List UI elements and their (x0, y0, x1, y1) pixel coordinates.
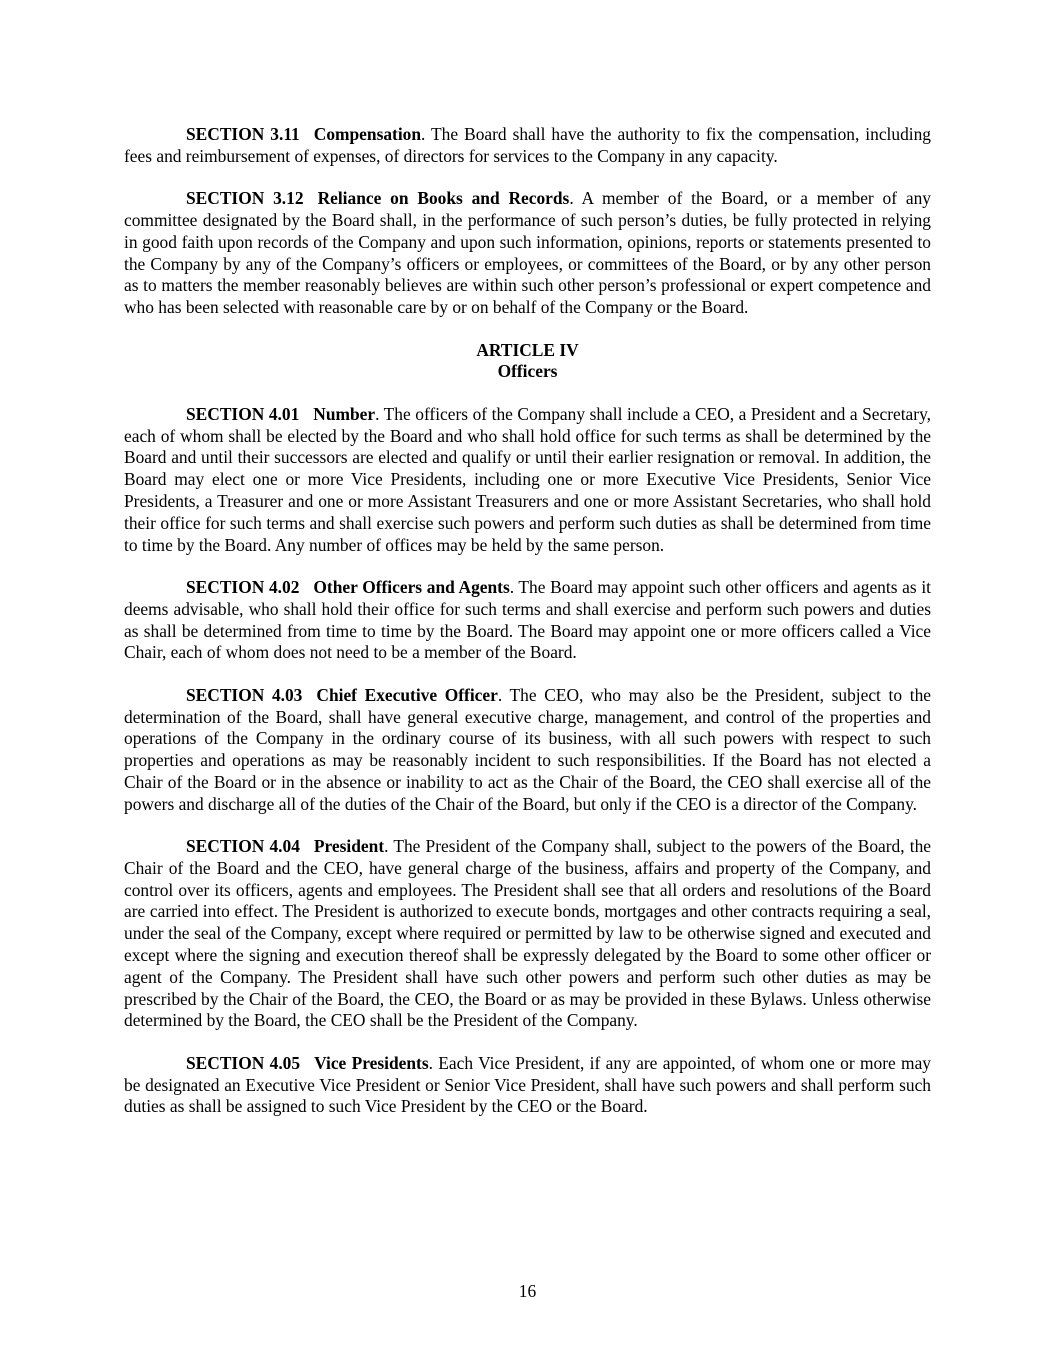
section-body: . The Board may appoint such other officers and agents as it deems advisable, who shall hold their office for such terms and shall exercise and perform such powers and duties as shall be determined from time to time by the Board. The Board may appoint one or more officers called a Vice Chair, each of whom does not need to be a member of the Board. (124, 576, 931, 663)
section-4-03 (124, 685, 931, 816)
section-body: . A member of the Board, or a member of any committee designated by the Board shall, in the performance of such person’s duties, be fully protected in relying in good faith upon records of the Company and upon such information, opinions, reports or statements presented to the Company by any of the Company’s officers or employees, or committees of the Board, or by any other person as to matters the member reasonably believes are within such other person’s professional or expert competence and who has been selected with reasonable care by or on behalf of the Company or the Board. (124, 188, 931, 318)
article-subheading: Officers (497, 361, 558, 382)
document-page (124, 124, 931, 1139)
section-3-12 (124, 188, 931, 319)
section-body: . Each Vice President, if any are appointed, of whom one or more may be designated an Executive Vice President or Senior Vice President, shall have such powers and shall perform such duties as shall be assigned to such Vice President by the CEO or the Board. (124, 1052, 931, 1117)
section-body: . The officers of the Company shall include a CEO, a President and a Secretary, each of whom shall be elected by the Board and who shall hold office for such terms as shall be determined by the Board and until their successors are elected and qualify or until their earlier resignation or removal. In addition, the Board may elect one or more Vice Presidents, including one or more Executive Vice Presidents, Senior Vice Presidents, a Treasurer and one or more Assistant Treasurers and one or more Assistant Secretaries, who shall hold their office for such terms and shall exercise such powers and perform such duties as shall be determined from time to time by the Board. Any number of offices may be held by the same person. (124, 403, 931, 555)
section-4-01 (124, 404, 931, 557)
section-4-02 (124, 577, 931, 664)
section-number: SECTION 4.04 (186, 836, 300, 857)
section-number: SECTION 3.11 (186, 124, 300, 144)
article-heading: ARTICLE IV (476, 339, 579, 360)
section-number: SECTION 4.02 (186, 576, 300, 597)
page-number: 16 (518, 1281, 537, 1301)
section-3-11 (124, 124, 931, 168)
section-title: Chief Executive Officer (316, 684, 498, 705)
section-title: Vice Presidents (314, 1052, 429, 1073)
section-number: SECTION 4.03 (186, 684, 303, 705)
section-4-05 (124, 1053, 931, 1118)
section-title: President (313, 836, 385, 857)
section-number: SECTION 3.12 (186, 188, 304, 209)
section-number: SECTION 4.01 (186, 403, 300, 424)
article-heading-block (124, 340, 931, 384)
section-number: SECTION 4.05 (186, 1052, 301, 1073)
section-body: . The Board shall have the authority to fix the compensation, including fees and reimbursement of expenses, of directors for services to the Company in any capacity. (124, 124, 931, 166)
section-title: Reliance on Books and Records (317, 188, 570, 209)
section-body: . The CEO, who may also be the President, subject to the determination of the Board, shall have general executive charge, management, and control of the properties and operations of the Company in the ordinary course of its business, with all such powers with respect to such properties and operations as may be reasonably incident to such responsibilities. If the Board has not elected a Chair of the Board or in the absence or inability to act as the Chair of the Board, the CEO shall exercise all of the powers and discharge all of the duties of the Chair of the Board, but only if the CEO is a director of the Company. (124, 684, 931, 814)
section-title: Number (313, 403, 376, 424)
section-body: . The President of the Company shall, subject to the powers of the Board, the Chair of the Board and the CEO, have general charge of the business, affairs and property of the Company, and control over its officers, agents and employees. The President shall see that all orders and resolutions of the Board are carried into effect. The President is authorized to execute bonds, mortgages and other contracts requiring a seal, under the seal of the Company, except where required or permitted by law to be otherwise signed and executed and except where the signing and execution thereof shall be expressly delegated by the Board to some other officer or agent of the Company. The President shall have such other powers and perform such other duties as may be prescribed by the Chair of the Board, the CEO, the Board or as may be provided in these Bylaws. Unless otherwise determined by the Board, the CEO shall be the President of the Company. (124, 836, 931, 1031)
section-title: Compensation (313, 124, 422, 144)
section-4-04 (124, 836, 931, 1032)
section-title: Other Officers and Agents (313, 576, 510, 597)
